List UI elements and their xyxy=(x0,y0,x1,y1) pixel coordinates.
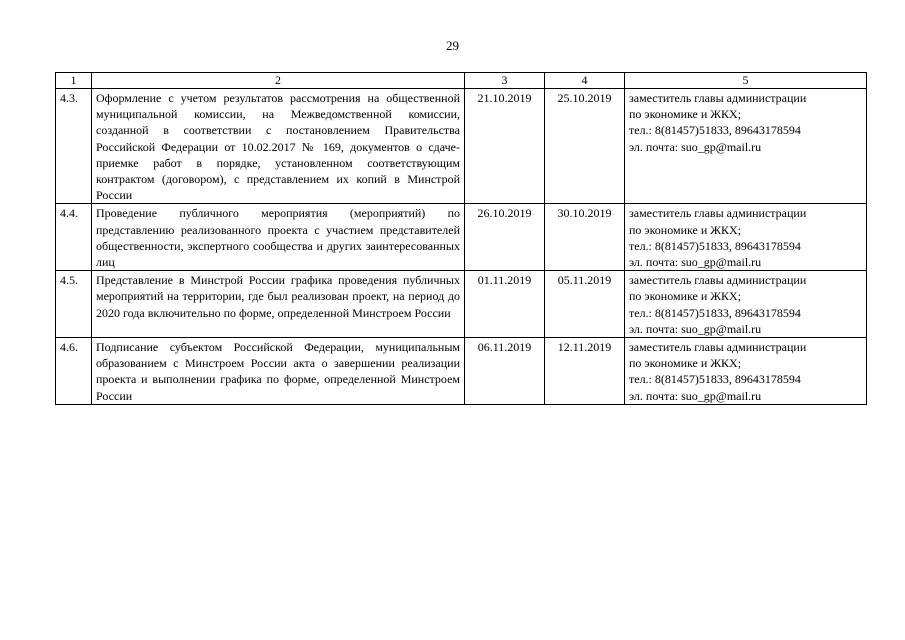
task-description: Подписание субъектом Российской Федерации, муниципальным образованием с Минстроем России акта о завершении реализации проекта и выполнении графика по форме, определенной Минстроем России xyxy=(92,338,465,405)
column-header-5: 5 xyxy=(625,73,867,89)
responsible-contact xyxy=(625,89,867,204)
task-description: Представление в Минстрой России графика проведения публичных мероприятий на территории, где был реализован проект, на период до 2020 года включительно по форме, определенной Минстроем России xyxy=(92,271,465,338)
page-number: 29 xyxy=(446,38,459,53)
end-date: 25.10.2019 xyxy=(545,89,625,204)
table-row xyxy=(56,89,867,204)
contact-phone: тел.: 8(81457)51833, 89643178594 xyxy=(629,123,801,138)
task-description: Проведение публичного мероприятия (мероприятий) по представлению реализованного проекта с участием представителей общественности, экспертного сообщества и других заинтересованных лиц xyxy=(92,204,465,271)
contact-area: по экономике и ЖКХ; xyxy=(629,107,742,122)
end-date: 30.10.2019 xyxy=(545,204,625,271)
schedule-table xyxy=(55,72,867,405)
contact-phone: тел.: 8(81457)51833, 89643178594 xyxy=(629,238,801,253)
task-description: Оформление с учетом результатов рассмотрения на общественной муниципальной комиссии, на Межведомственной комиссии, созданной в соответствии с постановлением Правительства Российской Федерации от 10.02.2017 № 169, документов о сдаче-приемке работ в порядке, установленном соответствующим контрактом (договором), с представлением их копий в Минстрой России xyxy=(92,89,465,204)
start-date: 06.11.2019 xyxy=(465,338,545,405)
end-date: 12.11.2019 xyxy=(545,338,625,405)
column-header-1: 1 xyxy=(56,73,92,89)
contact-email: эл. почта: suo_gp@mail.ru xyxy=(629,139,762,154)
contact-email: эл. почта: suo_gp@mail.ru xyxy=(629,321,762,336)
table-header-row xyxy=(56,73,867,89)
contact-area: по экономике и ЖКХ; xyxy=(629,356,742,371)
contact-position: заместитель главы администрации xyxy=(629,206,807,221)
start-date: 01.11.2019 xyxy=(465,271,545,338)
contact-position: заместитель главы администрации xyxy=(629,273,807,288)
column-header-3: 3 xyxy=(465,73,545,89)
table-row xyxy=(56,271,867,338)
contact-phone: тел.: 8(81457)51833, 89643178594 xyxy=(629,372,801,387)
column-header-2: 2 xyxy=(92,73,465,89)
start-date: 21.10.2019 xyxy=(465,89,545,204)
contact-position: заместитель главы администрации xyxy=(629,91,807,105)
contact-email: эл. почта: suo_gp@mail.ru xyxy=(629,255,762,270)
contact-email: эл. почта: suo_gp@mail.ru xyxy=(629,388,762,403)
column-header-4: 4 xyxy=(545,73,625,89)
responsible-contact xyxy=(625,271,867,338)
row-number: 4.4. xyxy=(56,204,92,271)
table-row xyxy=(56,338,867,405)
responsible-contact xyxy=(625,338,867,405)
table-row xyxy=(56,204,867,271)
row-number: 4.3. xyxy=(56,89,92,204)
end-date: 05.11.2019 xyxy=(545,271,625,338)
contact-area: по экономике и ЖКХ; xyxy=(629,289,742,304)
row-number: 4.6. xyxy=(56,338,92,405)
contact-position: заместитель главы администрации xyxy=(629,340,807,355)
contact-phone: тел.: 8(81457)51833, 89643178594 xyxy=(629,305,801,320)
contact-area: по экономике и ЖКХ; xyxy=(629,222,742,237)
row-number: 4.5. xyxy=(56,271,92,338)
responsible-contact xyxy=(625,204,867,271)
start-date: 26.10.2019 xyxy=(465,204,545,271)
